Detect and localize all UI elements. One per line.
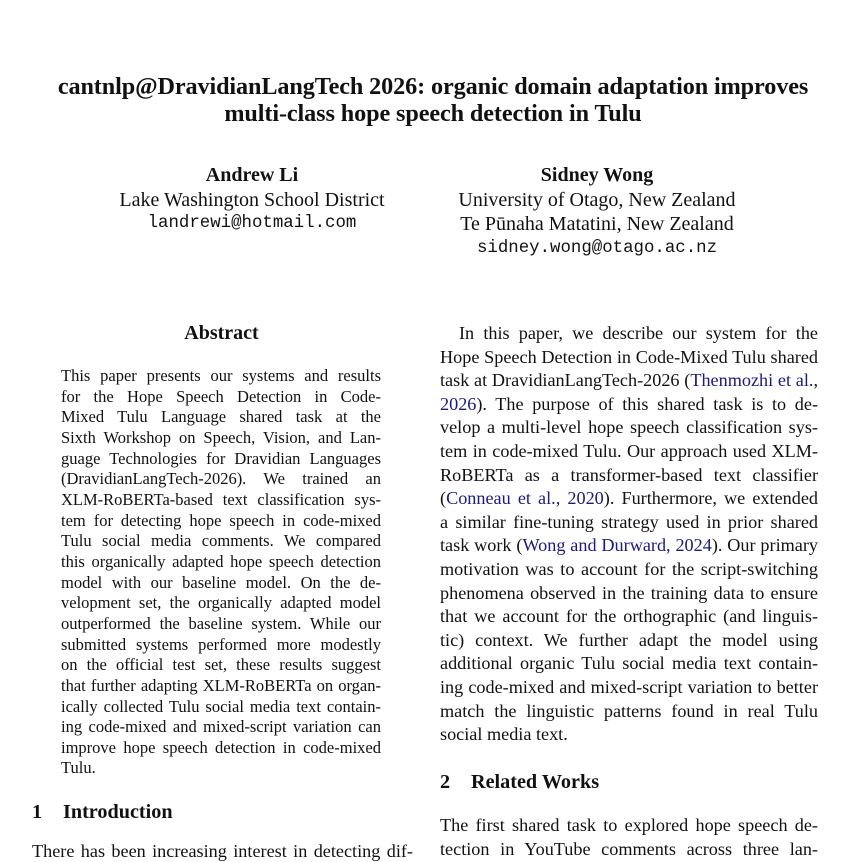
text-run: ( bbox=[440, 488, 447, 509]
text-run: a similar fine-tuning strategy used in prior shared bbox=[440, 511, 818, 532]
text-line: guage Technologies for Dravidian Languages bbox=[61, 448, 381, 468]
text-run: task work ( bbox=[440, 535, 523, 556]
author-affiliation: Te Pūnaha Matatini, New Zealand bbox=[460, 213, 734, 235]
text-line: velopment set, the organically adapted model bbox=[61, 593, 381, 613]
text-line: This paper presents our systems and results bbox=[61, 366, 381, 385]
text-line: The first shared task to explored hope speech de- bbox=[440, 815, 818, 835]
author-email[interactable]: landrewi@hotmail.com bbox=[147, 214, 357, 233]
text-line bbox=[440, 558, 818, 582]
text-run: In this paper, we describe our system for the bbox=[459, 323, 818, 343]
text-run: , bbox=[813, 370, 818, 391]
author-email[interactable]: sidney.wong@otago.ac.nz bbox=[476, 238, 718, 258]
text-run: task at DravidianLangTech-2026 ( bbox=[440, 370, 691, 391]
text-line: that further adapting XLM-RoBERTa on organ- bbox=[61, 675, 381, 695]
text-line: submitted systems performed more modestly bbox=[61, 634, 381, 654]
text-line: Tulu. bbox=[61, 758, 96, 778]
text-run: ). Our primary bbox=[711, 535, 818, 556]
text-run: ing code-mixed and mixed-script variation to better bbox=[440, 676, 818, 697]
text-line: model with our baseline model. On the de- bbox=[61, 572, 381, 592]
text-line bbox=[440, 582, 818, 606]
text-line bbox=[440, 322, 818, 346]
text-run: match the linguistic patterns found in real Tulu bbox=[440, 700, 818, 721]
section-title: Introduction bbox=[63, 801, 173, 823]
text-line bbox=[440, 629, 818, 653]
text-line bbox=[440, 534, 818, 558]
section-title: Related Works bbox=[471, 771, 600, 793]
author-affiliation: University of Otago, New Zealand bbox=[458, 188, 736, 211]
text-line: tem for detecting hope speech in code-mixed bbox=[61, 510, 381, 530]
text-run: additional organic Tulu social media text contain- bbox=[440, 653, 818, 674]
section-heading-introduction bbox=[32, 800, 173, 824]
author-block bbox=[437, 163, 757, 261]
text-line: outperformed the baseline system. While our bbox=[61, 613, 381, 633]
text-run: social media text. bbox=[440, 724, 568, 745]
author-name: Andrew Li bbox=[205, 164, 299, 186]
title-line: multi-class hope speech detection in Tulu bbox=[224, 100, 642, 127]
text-line: Tulu social media comments. We compared bbox=[61, 531, 381, 551]
title-line: cantnlp@DravidianLangTech 2026: organic domain adaptation improves bbox=[57, 73, 809, 100]
text-line: tection in YouTube comments across three lan- bbox=[440, 838, 818, 859]
text-line bbox=[440, 416, 818, 440]
text-run: ). Furthermore, we extended bbox=[603, 488, 818, 509]
section-number: 2 bbox=[440, 771, 451, 793]
text-line bbox=[440, 605, 818, 629]
text-line: improve hope speech detection in code-mixed bbox=[61, 737, 381, 757]
text-line bbox=[440, 676, 818, 700]
abstract-body bbox=[61, 366, 381, 779]
text-line bbox=[440, 369, 818, 393]
text-run: ). The purpose of this shared task is to de- bbox=[476, 393, 818, 414]
citation-link[interactable]: 2026 bbox=[440, 393, 477, 414]
text-run: motivation was to account for the script-switching bbox=[440, 558, 818, 579]
author-name: Sidney Wong bbox=[540, 164, 654, 186]
text-line: ically collected Tulu social media text contain- bbox=[61, 696, 381, 716]
text-line bbox=[440, 440, 818, 464]
text-line bbox=[440, 700, 818, 724]
author-affiliation: Lake Washington School District bbox=[119, 188, 385, 211]
citation-link[interactable]: Thenmozhi et al. bbox=[690, 370, 814, 391]
text-line: Mixed Tulu Language shared task at the bbox=[61, 407, 381, 427]
text-line: (DravidianLangTech-2026). We trained an bbox=[61, 469, 381, 489]
text-run: velop a multi-level hope speech classification sys- bbox=[440, 417, 818, 438]
introduction-left-text bbox=[32, 840, 413, 862]
text-run: phenomena observed in the training data to ensure bbox=[440, 582, 818, 603]
text-line bbox=[440, 393, 818, 417]
section-heading-related-works bbox=[440, 770, 599, 794]
text-line: on the official test set, these results suggest bbox=[61, 655, 381, 675]
text-run: Hope Speech Detection in Code-Mixed Tulu shared bbox=[440, 346, 818, 367]
introduction-right-text bbox=[440, 322, 818, 747]
text-line bbox=[440, 487, 818, 511]
text-line bbox=[440, 652, 818, 676]
text-run: that we account for the orthographic (and linguis- bbox=[440, 606, 818, 627]
text-run: RoBERTa as a transformer-based text classifier bbox=[440, 464, 818, 485]
related-works-text bbox=[440, 814, 818, 861]
text-line: for the Hope Speech Detection in Code- bbox=[61, 386, 381, 406]
text-run: tem in code-mixed Tulu. Our approach used XLM- bbox=[440, 440, 818, 461]
citation-link[interactable]: Conneau et al., 2020 bbox=[446, 488, 604, 509]
text-line bbox=[440, 511, 818, 535]
text-line: Sixth Workshop on Speech, Vision, and Lan- bbox=[61, 427, 381, 447]
citation-link[interactable]: Wong and Durward, 2024 bbox=[522, 535, 712, 556]
text-line: this organically adapted hope speech detection bbox=[61, 551, 381, 571]
author-block bbox=[92, 163, 412, 237]
section-number: 1 bbox=[32, 801, 43, 823]
text-line bbox=[440, 464, 818, 488]
text-line: XLM-RoBERTa-based text classification sys- bbox=[61, 489, 381, 509]
text-line: There has been increasing interest in detecting dif- bbox=[32, 841, 413, 861]
text-line bbox=[440, 346, 818, 370]
text-run: tic) context. We further adapt the model using bbox=[440, 629, 818, 650]
abstract-heading: Abstract bbox=[184, 322, 259, 344]
text-line: ing code-mixed and mixed-script variation can bbox=[61, 717, 381, 737]
text-line bbox=[440, 723, 818, 747]
paper-title bbox=[0, 73, 866, 127]
